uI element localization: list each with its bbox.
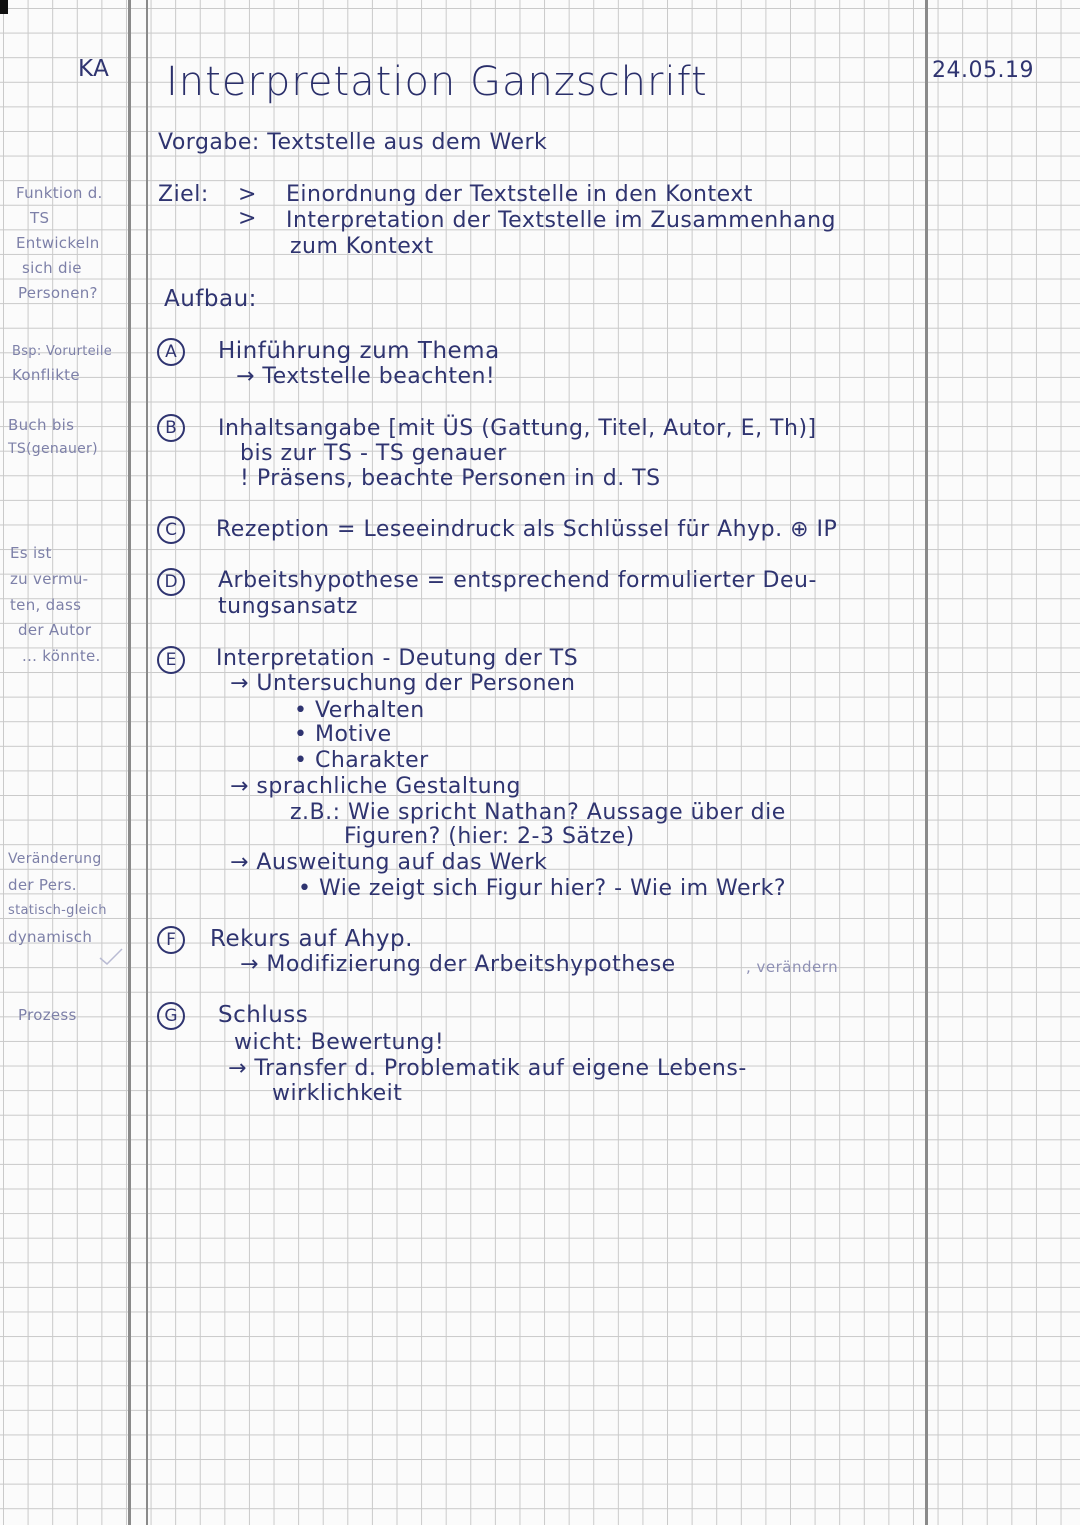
margin-note: Funktion d. — [16, 184, 103, 202]
margin-note: sich die — [22, 259, 82, 277]
margin-note: der Autor — [18, 621, 92, 639]
right-margin-line — [925, 0, 928, 1525]
check-mark-icon — [98, 946, 124, 966]
section-a-note: → Textstelle beachten! — [236, 364, 496, 389]
corner-mark — [0, 0, 8, 14]
section-b-line-2: bis zur TS - TS genauer — [240, 441, 507, 466]
margin-note: statisch-gleich — [8, 903, 107, 918]
section-e-bullet-1: • Verhalten — [294, 698, 425, 723]
section-e-bullet-3: • Charakter — [294, 748, 429, 773]
margin-note: Entwickeln — [16, 234, 100, 252]
section-e-sub-1: → Untersuchung der Personen — [230, 671, 576, 696]
section-f-marker: F — [157, 926, 185, 954]
section-g-line-1: wicht: Bewertung! — [234, 1030, 445, 1055]
margin-note: TS(genauer) — [8, 441, 98, 457]
section-e-title: Interpretation - Deutung der TS — [216, 646, 579, 671]
section-e-marker: E — [157, 646, 185, 674]
margin-note: ten, dass — [10, 596, 82, 614]
ziel-point-1: Einordnung der Textstelle in den Kontext — [286, 182, 753, 207]
margin-note: Personen? — [18, 284, 98, 302]
section-f-sub: → Modifizierung der Arbeitshypothese — [240, 952, 676, 977]
margin-note: Veränderung — [8, 851, 102, 867]
section-a-marker: A — [157, 338, 185, 366]
ziel-arrow-2: > — [238, 206, 257, 231]
section-g-marker: G — [157, 1002, 185, 1030]
margin-note: TS — [30, 209, 50, 227]
page-date: 24.05.19 — [932, 58, 1034, 83]
section-f-title: Rekurs auf Ahyp. — [210, 926, 413, 952]
margin-note: Konflikte — [12, 366, 80, 384]
section-g-line-2: → Transfer d. Problematik auf eigene Lebens- — [228, 1056, 747, 1081]
section-e-sub-3: → Ausweitung auf das Werk — [230, 850, 548, 875]
section-b-line-3: ! Präsens, beachte Personen in d. TS — [240, 466, 661, 491]
section-f-note: , verändern — [746, 958, 839, 976]
margin-note: dynamisch — [8, 928, 93, 946]
margin-note: Prozess — [18, 1006, 77, 1024]
section-d-cont: tungsansatz — [218, 594, 358, 619]
margin-note: ... könnte. — [22, 647, 101, 665]
section-e-bullet-2: • Motive — [294, 722, 392, 747]
section-e-question: • Wie zeigt sich Figur hier? - Wie im Werk? — [298, 876, 787, 901]
section-c-marker: C — [157, 516, 185, 544]
section-g-line-3: wirklichkeit — [272, 1081, 403, 1106]
page-title: Interpretation Ganzschrift — [166, 59, 708, 105]
aufbau-heading: Aufbau: — [164, 286, 257, 312]
section-d-marker: D — [157, 568, 185, 596]
ziel-point-2-cont: zum Kontext — [290, 234, 434, 259]
section-e-example-1: z.B.: Wie spricht Nathan? Aussage über die — [290, 800, 786, 825]
section-b-title: Inhaltsangabe [mit ÜS (Gattung, Titel, Autor, E, Th)] — [218, 416, 817, 441]
section-b-marker: B — [157, 414, 185, 442]
section-e-example-2: Figuren? (hier: 2-3 Sätze) — [344, 824, 635, 849]
ziel-point-2: Interpretation der Textstelle im Zusammenhang — [286, 208, 837, 233]
section-d-title: Arbeitshypothese = entsprechend formulierter Deu- — [218, 568, 817, 593]
margin-note: zu vermu- — [10, 570, 89, 588]
margin-note: Buch bis — [8, 416, 75, 434]
margin-note: der Pers. — [8, 876, 77, 894]
section-g-title: Schluss — [218, 1002, 309, 1028]
vorgabe-line: Vorgabe: Textstelle aus dem Werk — [158, 130, 548, 155]
margin-note: Es ist — [10, 544, 52, 562]
ziel-arrow-1: > — [238, 182, 257, 207]
section-a-title: Hinführung zum Thema — [218, 338, 500, 364]
left-margin-line — [128, 0, 131, 1525]
margin-note: Bsp: Vorurteile — [12, 344, 113, 359]
section-e-sub-2: → sprachliche Gestaltung — [230, 774, 521, 799]
course-label: KA — [78, 56, 110, 82]
left-margin-line-inner — [146, 0, 148, 1525]
section-c-title: Rezeption = Leseeindruck als Schlüssel für Ahyp. ⊕ IP — [216, 517, 838, 542]
ziel-label: Ziel: — [158, 182, 209, 207]
